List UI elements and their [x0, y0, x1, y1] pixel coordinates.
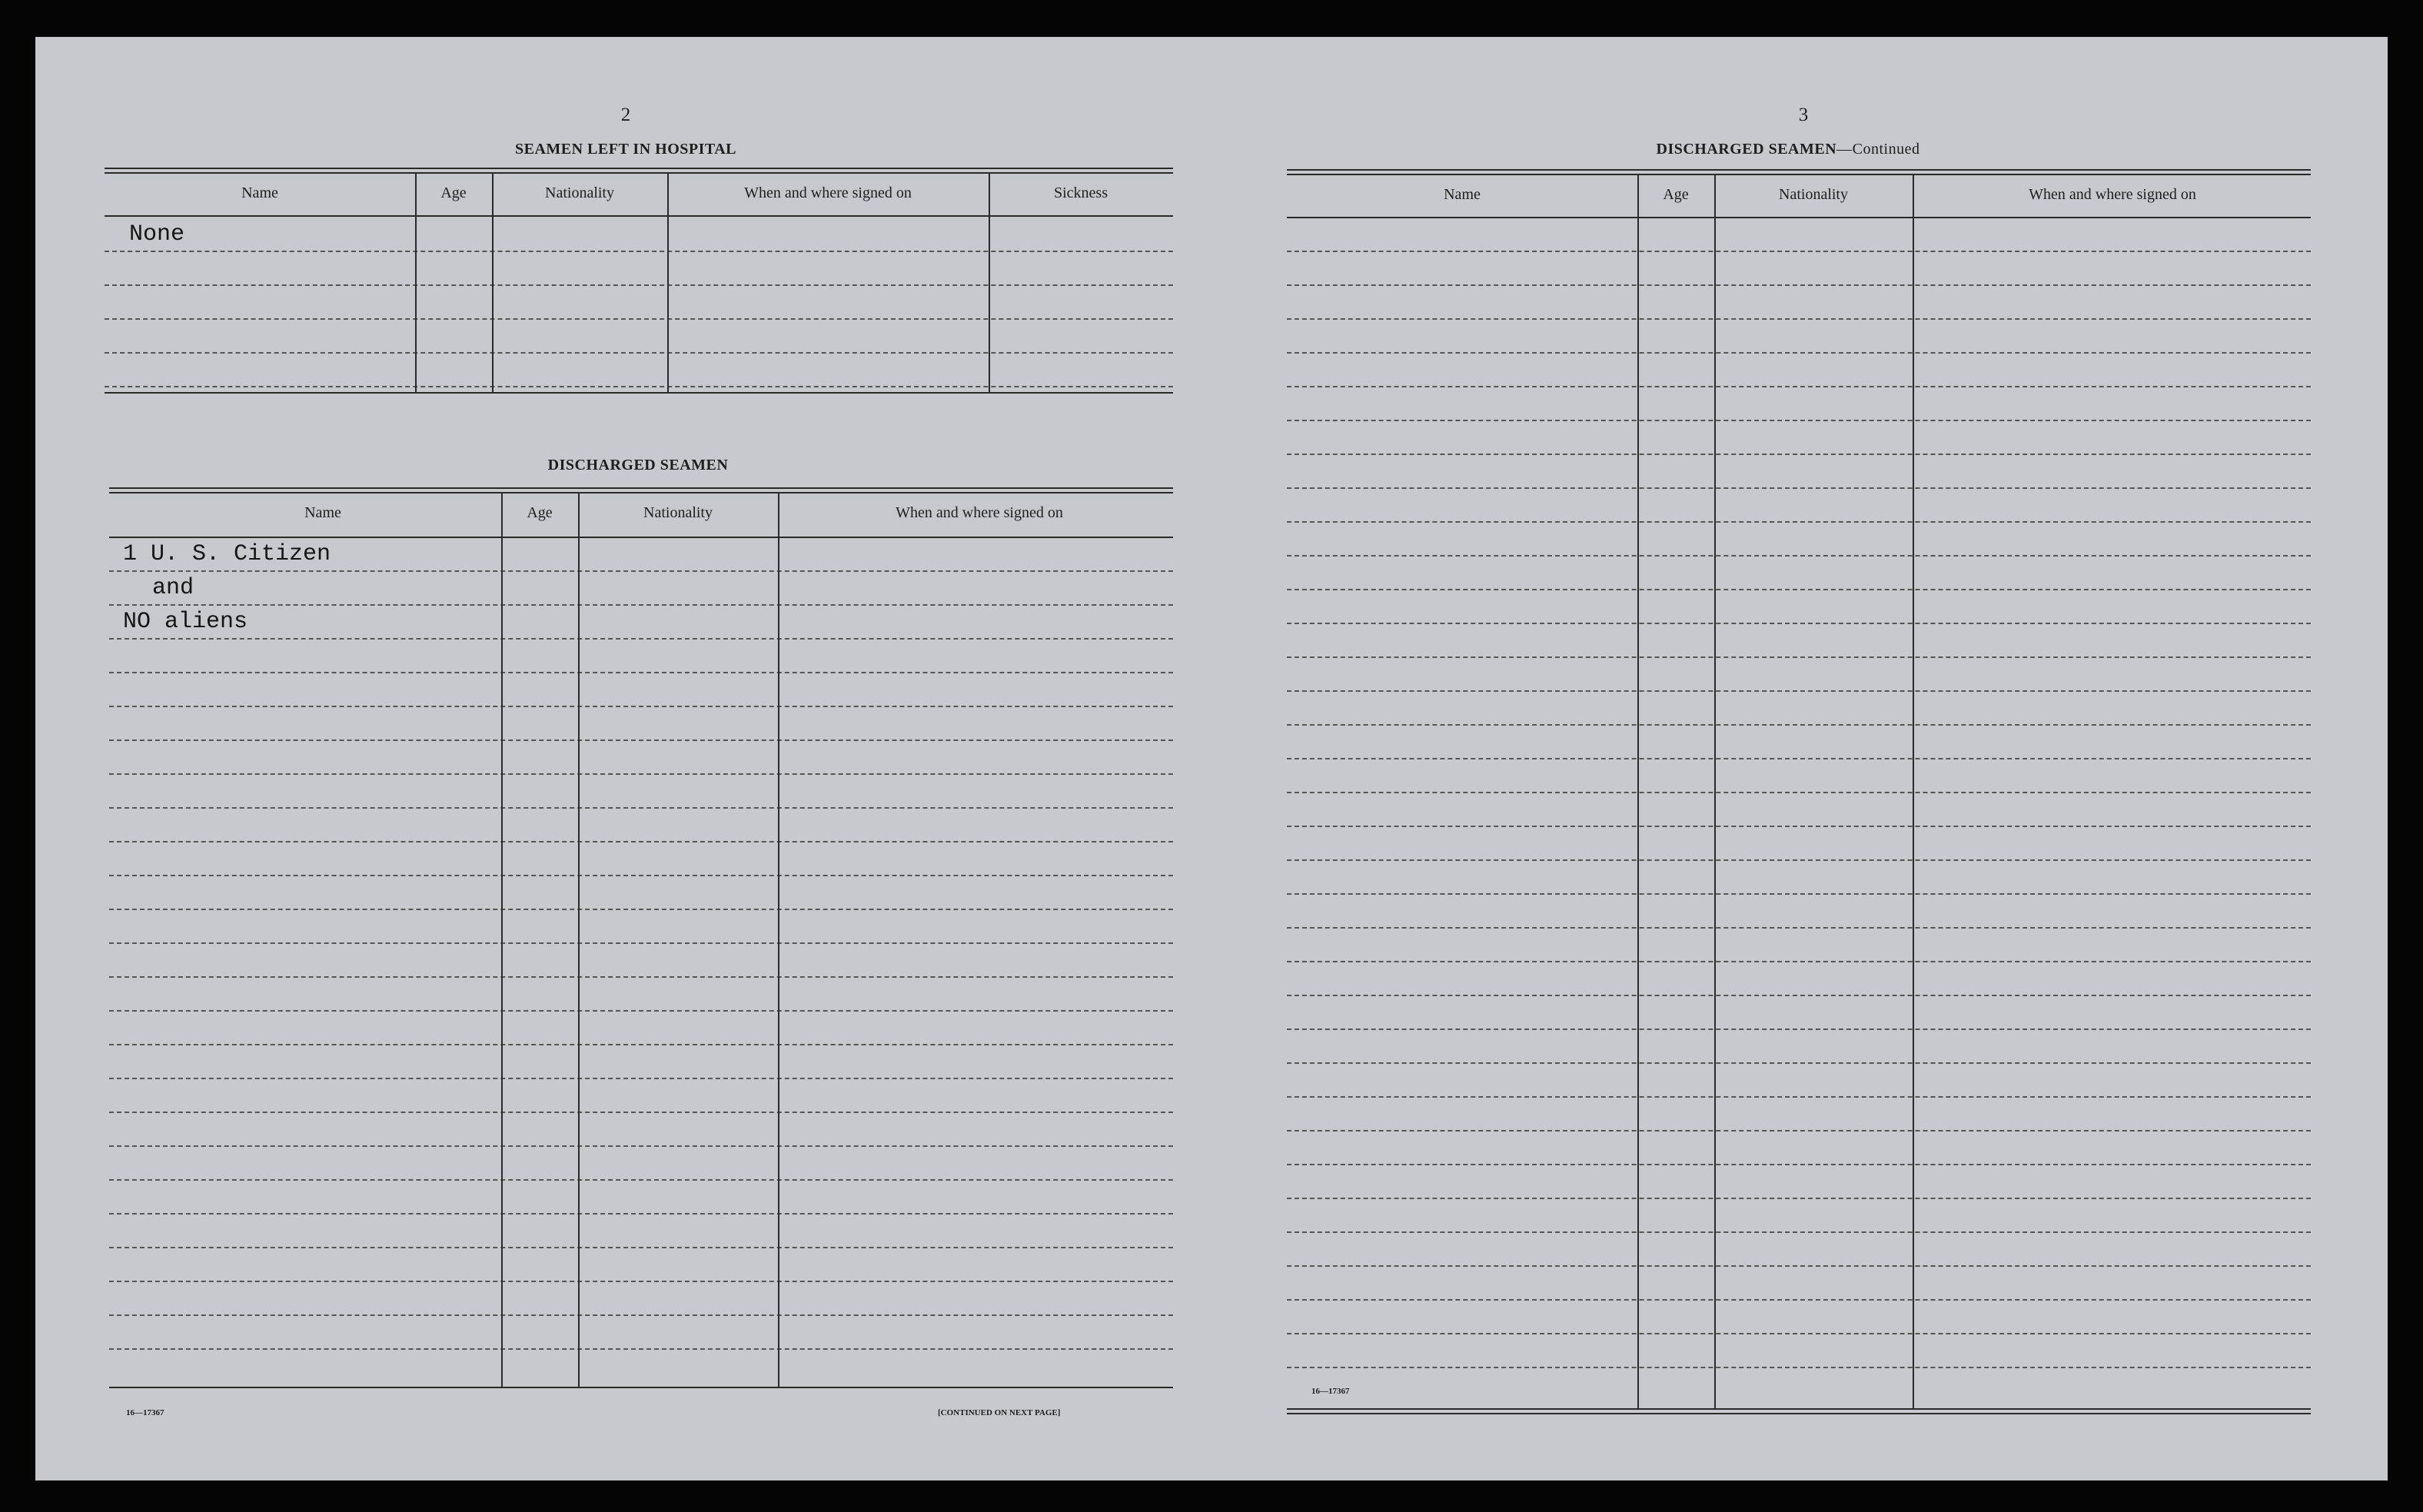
- hospital-table: [105, 168, 1173, 475]
- continued-col-nationality: Nationality: [1779, 186, 1848, 203]
- right-table-title-main: DISCHARGED SEAMEN: [1656, 141, 1837, 158]
- left-form-number: 16—17367: [126, 1408, 165, 1417]
- discharged-col-name: Name: [304, 504, 341, 521]
- discharged-entry: NO aliens: [123, 609, 248, 635]
- continued-col-name: Name: [1444, 186, 1481, 203]
- hospital-table-title: SEAMEN LEFT IN HOSPITAL: [514, 141, 737, 158]
- right-table-title-suffix: —Continued: [1836, 141, 1920, 158]
- left-page-number: 2: [620, 105, 631, 125]
- discharged-entry: and: [152, 575, 194, 601]
- right-page-number: 3: [1798, 105, 1809, 125]
- discharged-col-age: Age: [527, 504, 553, 521]
- discharged-continued-table: [1287, 169, 2311, 1430]
- hospital-col-sickness: Sickness: [1054, 184, 1108, 201]
- right-table-title: [1657, 141, 1920, 158]
- hospital-col-age: Age: [440, 184, 467, 201]
- discharged-table-title: DISCHARGED SEAMEN: [547, 457, 729, 474]
- discharged-table: [109, 487, 1173, 1441]
- hospital-col-name: Name: [241, 184, 278, 201]
- continued-col-signed-on: When and where signed on: [2029, 186, 2196, 203]
- hospital-entry: None: [129, 221, 185, 248]
- continued-note: [CONTINUED ON NEXT PAGE]: [938, 1408, 1061, 1417]
- right-form-number: 16—17367: [1311, 1387, 1350, 1396]
- discharged-col-nationality: Nationality: [643, 504, 713, 521]
- hospital-col-signed-on: When and where signed on: [744, 184, 912, 201]
- discharged-entry: 1 U. S. Citizen: [123, 541, 331, 567]
- form-document: [35, 37, 2388, 1480]
- hospital-col-nationality: Nationality: [545, 184, 614, 201]
- discharged-col-signed-on: When and where signed on: [896, 504, 1063, 521]
- continued-col-age: Age: [1663, 186, 1689, 203]
